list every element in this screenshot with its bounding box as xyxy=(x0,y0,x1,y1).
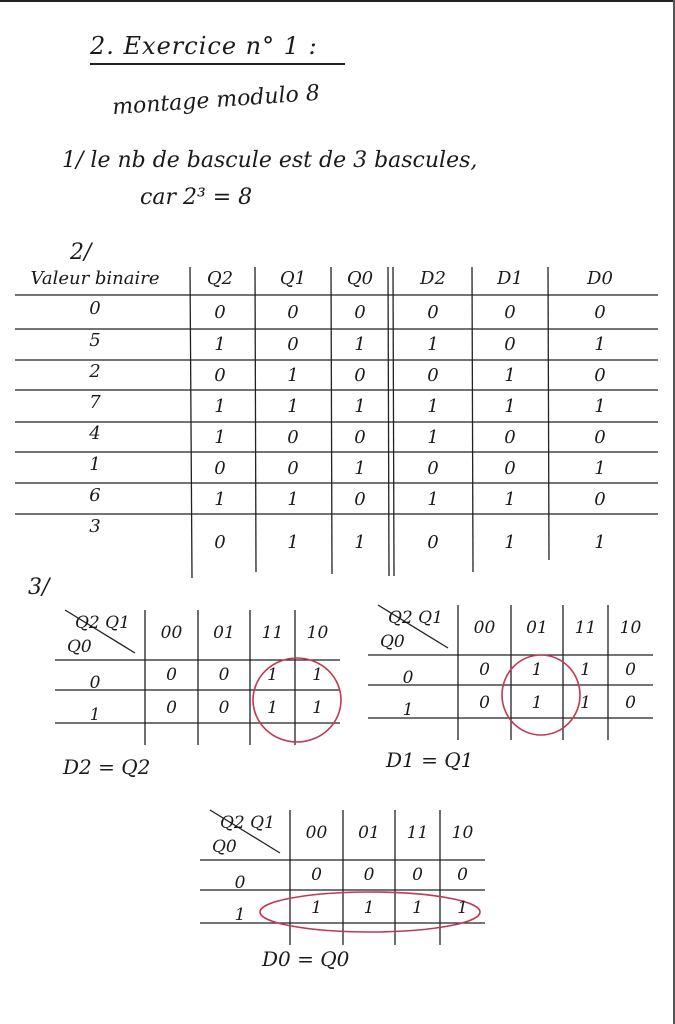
kmap-cell: 1 xyxy=(267,698,278,718)
truth-table-cell: 1 xyxy=(594,396,606,417)
truth-table-cell: 0 xyxy=(214,532,226,553)
truth-table-cell: 0 xyxy=(354,365,366,386)
kmap-row-label: 0 xyxy=(234,873,246,893)
karnaugh-map-d0 xyxy=(200,805,500,995)
truth-table-cell: 1 xyxy=(287,532,299,553)
truth-table-cell: 1 xyxy=(504,365,516,386)
kmap-column-header: 11 xyxy=(261,623,284,643)
truth-table-cell: 0 xyxy=(354,427,366,448)
truth-table-cell: 0 xyxy=(504,427,516,448)
kmap-cell: 0 xyxy=(479,660,490,680)
kmap-column-header: 11 xyxy=(406,823,429,843)
truth-table xyxy=(15,262,660,580)
truth-table-cell: 0 xyxy=(594,427,606,448)
kmap-column-header: 10 xyxy=(451,823,474,843)
kmap-cell: 0 xyxy=(311,865,322,885)
kmap-row-label: 1 xyxy=(89,705,101,725)
truth-table-cell: 1 xyxy=(354,334,366,355)
truth-table-cell: 0 xyxy=(594,302,606,323)
question-1-text: le nb de bascule est de 3 bascules, xyxy=(90,148,478,173)
truth-table-header-0: Valeur binaire xyxy=(30,268,160,289)
kmap-cell: 0 xyxy=(166,698,177,718)
question-3-number: 3/ xyxy=(28,575,50,600)
truth-table-header-6: D0 xyxy=(587,268,613,289)
kmap-column-header: 00 xyxy=(160,623,183,643)
question-1-answer-line-1 xyxy=(62,148,477,173)
karnaugh-map-d2 xyxy=(55,605,355,795)
truth-table-cell: 1 xyxy=(287,489,299,510)
kmap-cell: 1 xyxy=(312,665,323,685)
kmap-cell: 1 xyxy=(267,665,278,685)
truth-table-cell: 0 xyxy=(287,334,299,355)
truth-table-cell: 0 xyxy=(427,532,439,553)
truth-table-header-1: Q2 xyxy=(206,268,234,289)
kmap-column-header: 00 xyxy=(473,618,496,638)
exercise-subtitle: montage modulo 8 xyxy=(111,80,321,121)
kmap-cell: 0 xyxy=(166,665,177,685)
truth-table-cell: 0 xyxy=(354,302,366,323)
kmap-corner-top-label: Q2 Q1 xyxy=(388,608,443,628)
kmap-cell: 0 xyxy=(479,693,490,713)
truth-table-cell: 0 xyxy=(504,302,516,323)
truth-table-cell: 0 xyxy=(504,458,516,479)
kmap-row-label: 0 xyxy=(402,668,414,688)
truth-table-cell: 0 xyxy=(427,302,439,323)
truth-table-cell: 0 xyxy=(287,427,299,448)
kmap-cell: 1 xyxy=(531,660,543,680)
kmap-column-header: 10 xyxy=(306,623,329,643)
karnaugh-map-d1 xyxy=(368,600,668,790)
truth-table-cell: 1 xyxy=(427,427,439,448)
kmap-cell: 0 xyxy=(218,698,230,718)
truth-table-cell: 0 xyxy=(214,365,226,386)
kmap-column-header: 11 xyxy=(574,618,597,638)
kmap-row-label: 1 xyxy=(234,905,246,925)
kmap-equation: D2 = Q2 xyxy=(63,755,151,779)
truth-table-cell: 1 xyxy=(594,532,606,553)
question-1-number: 1/ xyxy=(62,148,84,173)
truth-table-cell: 1 xyxy=(287,365,299,386)
kmap-column-header: 01 xyxy=(213,623,235,643)
kmap-column-header: 00 xyxy=(305,823,328,843)
kmap-cell: 1 xyxy=(363,898,375,918)
kmap-cell: 1 xyxy=(412,898,423,918)
truth-table-row-value: 0 xyxy=(89,298,101,319)
truth-table-cell: 0 xyxy=(594,489,606,510)
truth-table-cell: 0 xyxy=(287,458,299,479)
kmap-cell: 0 xyxy=(412,865,423,885)
truth-table-cell: 0 xyxy=(214,302,226,323)
exercise-title: 2. Exercice n° 1 : xyxy=(90,32,318,60)
truth-table-row-value: 5 xyxy=(89,330,101,351)
truth-table-cell: 0 xyxy=(354,489,366,510)
truth-table-cell: 1 xyxy=(594,458,606,479)
truth-table-row-value: 2 xyxy=(89,361,101,382)
kmap-column-header: 10 xyxy=(619,618,642,638)
kmap-corner-top-label: Q2 Q1 xyxy=(75,613,130,633)
truth-table-cell: 1 xyxy=(354,458,366,479)
question-2-number: 2/ xyxy=(70,240,92,265)
kmap-cell: 0 xyxy=(625,693,636,713)
truth-table-header-2: Q1 xyxy=(279,268,307,289)
truth-table-cell: 1 xyxy=(214,489,226,510)
kmap-column-header: 01 xyxy=(358,823,380,843)
kmap-cell: 0 xyxy=(457,865,468,885)
kmap-equation: D0 = Q0 xyxy=(262,947,350,971)
truth-table-cell: 1 xyxy=(214,396,226,417)
kmap-corner-bottom-label: Q0 xyxy=(212,837,237,857)
kmap-cell: 1 xyxy=(580,693,591,713)
truth-table-cell: 0 xyxy=(504,334,516,355)
truth-table-cell: 1 xyxy=(354,532,366,553)
kmap-cell: 1 xyxy=(312,698,323,718)
truth-table-row-value: 7 xyxy=(89,392,101,413)
truth-table-row-value: 6 xyxy=(89,485,101,506)
title-underline xyxy=(90,63,345,65)
page-top-edge xyxy=(0,0,675,2)
kmap-cell: 1 xyxy=(580,660,591,680)
kmap-cell: 1 xyxy=(311,898,322,918)
truth-table-cell: 1 xyxy=(427,396,439,417)
kmap-cell: 1 xyxy=(531,693,543,713)
truth-table-row-value: 1 xyxy=(89,454,101,475)
kmap-row-label: 0 xyxy=(89,673,101,693)
truth-table-cell: 1 xyxy=(427,334,439,355)
kmap-equation: D1 = Q1 xyxy=(386,748,474,772)
truth-table-cell: 1 xyxy=(214,334,226,355)
truth-table-cell: 0 xyxy=(427,365,439,386)
truth-table-header-5: D1 xyxy=(497,268,523,289)
kmap-cell: 1 xyxy=(457,898,468,918)
truth-table-cell: 1 xyxy=(427,489,439,510)
kmap-corner-bottom-label: Q0 xyxy=(380,632,405,652)
truth-table-row-value: 3 xyxy=(89,516,101,537)
kmap-cell: 0 xyxy=(363,865,375,885)
kmap-cell: 0 xyxy=(625,660,636,680)
truth-table-cell: 1 xyxy=(504,532,516,553)
truth-table-cell: 0 xyxy=(287,302,299,323)
truth-table-header-4: D2 xyxy=(420,268,446,289)
question-1-answer-line-2: car 2³ = 8 xyxy=(140,185,253,210)
truth-table-cell: 1 xyxy=(354,396,366,417)
kmap-column-header: 01 xyxy=(526,618,548,638)
truth-table-cell: 0 xyxy=(427,458,439,479)
truth-table-cell: 1 xyxy=(214,427,226,448)
truth-table-cell: 1 xyxy=(504,396,516,417)
truth-table-cell: 1 xyxy=(594,334,606,355)
truth-table-row-value: 4 xyxy=(89,423,101,444)
truth-table-cell: 1 xyxy=(287,396,299,417)
kmap-row-label: 1 xyxy=(402,700,414,720)
kmap-corner-top-label: Q2 Q1 xyxy=(220,813,275,833)
truth-table-cell: 0 xyxy=(594,365,606,386)
truth-table-cell: 0 xyxy=(214,458,226,479)
kmap-cell: 0 xyxy=(218,665,230,685)
kmap-corner-bottom-label: Q0 xyxy=(67,637,92,657)
truth-table-cell: 1 xyxy=(504,489,516,510)
truth-table-header-3: Q0 xyxy=(346,268,374,289)
